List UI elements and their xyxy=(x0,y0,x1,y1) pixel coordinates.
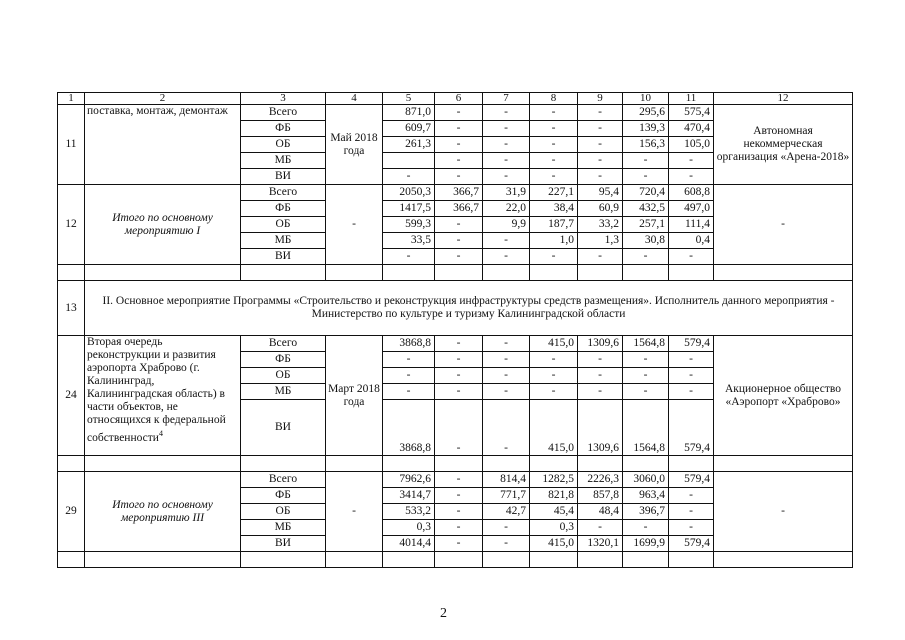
amount-cell: - xyxy=(435,352,483,368)
spacer-cell xyxy=(326,265,383,281)
amount-cell: - xyxy=(530,368,578,384)
amount-cell: - xyxy=(435,121,483,137)
column-header: 6 xyxy=(435,93,483,105)
funding-source: ВИ xyxy=(241,169,326,185)
funding-source: МБ xyxy=(241,233,326,249)
spacer-cell xyxy=(623,265,669,281)
funding-source: ВИ xyxy=(241,249,326,265)
spacer-cell xyxy=(669,456,714,472)
amount-cell: 415,0 xyxy=(530,536,578,552)
amount-cell: 31,9 xyxy=(483,185,530,201)
amount-cell: - xyxy=(669,384,714,400)
spacer-cell xyxy=(483,456,530,472)
amount-cell: 30,8 xyxy=(623,233,669,249)
completion-date: - xyxy=(326,472,383,552)
row-number: 11 xyxy=(58,105,85,185)
amount-cell: 7962,6 xyxy=(383,472,435,488)
amount-cell: 3414,7 xyxy=(383,488,435,504)
amount-cell: - xyxy=(578,352,623,368)
spacer-cell xyxy=(714,265,853,281)
amount-cell: - xyxy=(578,520,623,536)
column-header: 3 xyxy=(241,93,326,105)
item-description xyxy=(85,185,241,265)
amount-cell: 227,1 xyxy=(530,185,578,201)
spacer-cell xyxy=(58,552,85,568)
amount-cell: - xyxy=(383,368,435,384)
header-row xyxy=(58,93,853,105)
amount-cell: - xyxy=(435,520,483,536)
spacer-cell xyxy=(85,265,241,281)
amount-cell: 22,0 xyxy=(483,201,530,217)
amount-cell: - xyxy=(530,384,578,400)
funding-source: Всего xyxy=(241,105,326,121)
amount-cell: - xyxy=(483,169,530,185)
spacer-cell xyxy=(483,552,530,568)
spacer-cell xyxy=(669,552,714,568)
completion-date: - xyxy=(326,185,383,265)
amount-cell: - xyxy=(383,352,435,368)
amount-cell: 3868,8 xyxy=(383,336,435,352)
amount-cell: - xyxy=(530,137,578,153)
table-row xyxy=(58,336,853,352)
amount-cell: 771,7 xyxy=(483,488,530,504)
budget-table xyxy=(57,92,853,568)
amount-cell: - xyxy=(435,336,483,352)
amount-cell: 470,4 xyxy=(669,121,714,137)
amount-cell: - xyxy=(578,384,623,400)
amount-cell: - xyxy=(435,400,483,456)
column-header: 9 xyxy=(578,93,623,105)
column-header: 7 xyxy=(483,93,530,105)
amount-cell: - xyxy=(578,153,623,169)
amount-cell: 0,4 xyxy=(669,233,714,249)
amount-cell: 497,0 xyxy=(669,201,714,217)
amount-cell: - xyxy=(383,384,435,400)
amount-cell: - xyxy=(435,169,483,185)
item-description xyxy=(85,472,241,552)
item-description-text: Вторая очередь реконструкции и развития аэропорта Храброво (г. Калининград, Калининградская область) в части объектов, не относящихся к федеральной собственности xyxy=(87,336,226,444)
amount-cell: 60,9 xyxy=(578,201,623,217)
amount-cell: - xyxy=(669,153,714,169)
footnote-mark: 4 xyxy=(158,429,163,438)
funding-source: МБ xyxy=(241,384,326,400)
column-header: 2 xyxy=(85,93,241,105)
spacer-cell xyxy=(85,456,241,472)
amount-cell: - xyxy=(483,536,530,552)
amount-cell: 295,6 xyxy=(623,105,669,121)
spacer-cell xyxy=(623,552,669,568)
amount-cell: 579,4 xyxy=(669,536,714,552)
amount-cell: - xyxy=(435,504,483,520)
spacer-cell xyxy=(435,552,483,568)
spacer-cell xyxy=(714,552,853,568)
amount-cell: - xyxy=(530,169,578,185)
funding-source: Всего xyxy=(241,336,326,352)
amount-cell: - xyxy=(483,352,530,368)
amount-cell: 963,4 xyxy=(623,488,669,504)
amount-cell: 33,5 xyxy=(383,233,435,249)
amount-cell: - xyxy=(530,105,578,121)
spacer-cell xyxy=(326,456,383,472)
funding-source: МБ xyxy=(241,153,326,169)
funding-source: ОБ xyxy=(241,504,326,520)
section-row xyxy=(58,281,853,336)
amount-cell: - xyxy=(435,384,483,400)
amount-cell: 579,4 xyxy=(669,336,714,352)
spacer-cell xyxy=(326,552,383,568)
row-number: 24 xyxy=(58,336,85,456)
amount-cell: 33,2 xyxy=(578,217,623,233)
amount-cell: 1,3 xyxy=(578,233,623,249)
table-row xyxy=(58,472,853,488)
spacer-cell xyxy=(383,456,435,472)
amount-cell: - xyxy=(483,105,530,121)
amount-cell: - xyxy=(383,169,435,185)
amount-cell: - xyxy=(383,249,435,265)
funding-source: ФБ xyxy=(241,352,326,368)
spacer-cell xyxy=(435,265,483,281)
amount-cell: 257,1 xyxy=(623,217,669,233)
spacer-cell xyxy=(578,552,623,568)
row-number: 13 xyxy=(58,281,85,336)
amount-cell: - xyxy=(623,249,669,265)
amount-cell: - xyxy=(578,368,623,384)
amount-cell: 599,3 xyxy=(383,217,435,233)
amount-cell: 821,8 xyxy=(530,488,578,504)
completion-date: Май 2018 года xyxy=(326,105,383,185)
amount-cell: 1417,5 xyxy=(383,201,435,217)
amount-cell: - xyxy=(669,504,714,520)
amount-cell: 814,4 xyxy=(483,472,530,488)
amount-cell: 1320,1 xyxy=(578,536,623,552)
amount-cell: - xyxy=(483,249,530,265)
completion-date: Март 2018 года xyxy=(326,336,383,456)
amount-cell: - xyxy=(435,249,483,265)
amount-cell: 720,4 xyxy=(623,185,669,201)
spacer-row xyxy=(58,552,853,568)
amount-cell: 533,2 xyxy=(383,504,435,520)
amount-cell: - xyxy=(623,169,669,185)
column-header: 11 xyxy=(669,93,714,105)
page-number: 2 xyxy=(440,606,447,621)
amount-cell: - xyxy=(435,233,483,249)
amount-cell: - xyxy=(623,153,669,169)
amount-cell: - xyxy=(530,153,578,169)
amount-cell: 1309,6 xyxy=(578,336,623,352)
amount-cell: - xyxy=(530,249,578,265)
amount-cell: 1309,6 xyxy=(578,400,623,456)
amount-cell: - xyxy=(483,400,530,456)
amount-cell: - xyxy=(669,352,714,368)
amount-cell: - xyxy=(483,121,530,137)
amount-cell: 1699,9 xyxy=(623,536,669,552)
spacer-cell xyxy=(383,265,435,281)
amount-cell: - xyxy=(669,169,714,185)
column-header: 5 xyxy=(383,93,435,105)
column-header: 10 xyxy=(623,93,669,105)
spacer-cell xyxy=(241,552,326,568)
amount-cell: 156,3 xyxy=(623,137,669,153)
responsible-organization: - xyxy=(714,472,853,552)
amount-cell: 1282,5 xyxy=(530,472,578,488)
spacer-cell xyxy=(578,265,623,281)
amount-cell: 609,7 xyxy=(383,121,435,137)
amount-cell: 111,4 xyxy=(669,217,714,233)
funding-source: ВИ xyxy=(241,536,326,552)
amount-cell: - xyxy=(578,169,623,185)
spacer-cell xyxy=(530,552,578,568)
amount-cell: - xyxy=(623,352,669,368)
amount-cell: 3060,0 xyxy=(623,472,669,488)
funding-source: ОБ xyxy=(241,137,326,153)
amount-cell: 396,7 xyxy=(623,504,669,520)
funding-source: ВИ xyxy=(241,400,326,456)
responsible-organization: Акционерное общество «Аэропорт «Храброво» xyxy=(714,336,853,456)
amount-cell: 1,0 xyxy=(530,233,578,249)
amount-cell: 187,7 xyxy=(530,217,578,233)
spacer-cell xyxy=(58,456,85,472)
amount-cell: 2050,3 xyxy=(383,185,435,201)
spacer-cell xyxy=(241,265,326,281)
funding-source: ОБ xyxy=(241,368,326,384)
spacer-cell xyxy=(714,456,853,472)
amount-cell: 2226,3 xyxy=(578,472,623,488)
amount-cell: 366,7 xyxy=(435,201,483,217)
spacer-cell xyxy=(435,456,483,472)
column-header: 1 xyxy=(58,93,85,105)
spacer-cell xyxy=(58,265,85,281)
amount-cell: 0,3 xyxy=(383,520,435,536)
amount-cell: 366,7 xyxy=(435,185,483,201)
spacer-row xyxy=(58,265,853,281)
amount-cell: 139,3 xyxy=(623,121,669,137)
item-description-text: Итого по основному мероприятию I xyxy=(112,211,213,237)
funding-source: ФБ xyxy=(241,201,326,217)
amount-cell: 42,7 xyxy=(483,504,530,520)
spacer-cell xyxy=(530,456,578,472)
amount-cell: 415,0 xyxy=(530,336,578,352)
amount-cell: 4014,4 xyxy=(383,536,435,552)
spacer-cell xyxy=(578,456,623,472)
spacer-cell xyxy=(623,456,669,472)
amount-cell: 871,0 xyxy=(383,105,435,121)
amount-cell: - xyxy=(435,368,483,384)
amount-cell: - xyxy=(435,217,483,233)
amount-cell: - xyxy=(578,121,623,137)
amount-cell: 38,4 xyxy=(530,201,578,217)
column-header: 4 xyxy=(326,93,383,105)
item-description xyxy=(85,336,241,456)
amount-cell: - xyxy=(669,368,714,384)
amount-cell: - xyxy=(435,153,483,169)
table-row xyxy=(58,185,853,201)
amount-cell: 45,4 xyxy=(530,504,578,520)
amount-cell: - xyxy=(483,137,530,153)
amount-cell: 432,5 xyxy=(623,201,669,217)
amount-cell: 3868,8 xyxy=(383,400,435,456)
amount-cell: 608,8 xyxy=(669,185,714,201)
amount-cell xyxy=(383,153,435,169)
row-number: 29 xyxy=(58,472,85,552)
amount-cell: 48,4 xyxy=(578,504,623,520)
amount-cell: 579,4 xyxy=(669,400,714,456)
amount-cell: - xyxy=(530,121,578,137)
responsible-organization: - xyxy=(714,185,853,265)
amount-cell: - xyxy=(483,520,530,536)
amount-cell: - xyxy=(435,536,483,552)
amount-cell: 1564,8 xyxy=(623,336,669,352)
amount-cell: - xyxy=(435,472,483,488)
amount-cell: 575,4 xyxy=(669,105,714,121)
row-number: 12 xyxy=(58,185,85,265)
amount-cell: - xyxy=(435,488,483,504)
amount-cell: - xyxy=(623,368,669,384)
amount-cell: - xyxy=(483,368,530,384)
spacer-cell xyxy=(241,456,326,472)
amount-cell: - xyxy=(578,249,623,265)
funding-source: ОБ xyxy=(241,217,326,233)
amount-cell: - xyxy=(623,384,669,400)
spacer-cell xyxy=(383,552,435,568)
amount-cell: 0,3 xyxy=(530,520,578,536)
amount-cell: 1564,8 xyxy=(623,400,669,456)
amount-cell: 415,0 xyxy=(530,400,578,456)
amount-cell: - xyxy=(483,384,530,400)
amount-cell: - xyxy=(435,137,483,153)
funding-source: Всего xyxy=(241,185,326,201)
column-header: 12 xyxy=(714,93,853,105)
item-description xyxy=(85,105,241,185)
amount-cell: 579,4 xyxy=(669,472,714,488)
table-row xyxy=(58,105,853,121)
funding-source: ФБ xyxy=(241,488,326,504)
responsible-organization: Автономная некоммерческая организация «Арена-2018» xyxy=(714,105,853,185)
amount-cell: - xyxy=(578,137,623,153)
spacer-cell xyxy=(669,265,714,281)
amount-cell: - xyxy=(483,233,530,249)
amount-cell: 857,8 xyxy=(578,488,623,504)
amount-cell: - xyxy=(530,352,578,368)
item-description-text: поставка, монтаж, демонтаж xyxy=(87,105,228,117)
section-title: II. Основное мероприятие Программы «Строительство и реконструкция инфраструктуры средств размещения». Исполнитель данного мероприятия - Министерство по культуре и туризму Калининградской области xyxy=(85,281,853,336)
amount-cell: - xyxy=(623,520,669,536)
funding-source: Всего xyxy=(241,472,326,488)
amount-cell: 105,0 xyxy=(669,137,714,153)
amount-cell: 95,4 xyxy=(578,185,623,201)
amount-cell: - xyxy=(483,336,530,352)
funding-source: ФБ xyxy=(241,121,326,137)
spacer-cell xyxy=(85,552,241,568)
amount-cell: - xyxy=(578,105,623,121)
amount-cell: - xyxy=(669,249,714,265)
spacer-cell xyxy=(530,265,578,281)
spacer-cell xyxy=(483,265,530,281)
amount-cell: 9,9 xyxy=(483,217,530,233)
item-description-text: Итого по основному мероприятию III xyxy=(112,498,213,524)
spacer-row xyxy=(58,456,853,472)
amount-cell: - xyxy=(483,153,530,169)
column-header: 8 xyxy=(530,93,578,105)
amount-cell: - xyxy=(669,488,714,504)
amount-cell: - xyxy=(669,520,714,536)
amount-cell: 261,3 xyxy=(383,137,435,153)
amount-cell: - xyxy=(435,105,483,121)
funding-source: МБ xyxy=(241,520,326,536)
